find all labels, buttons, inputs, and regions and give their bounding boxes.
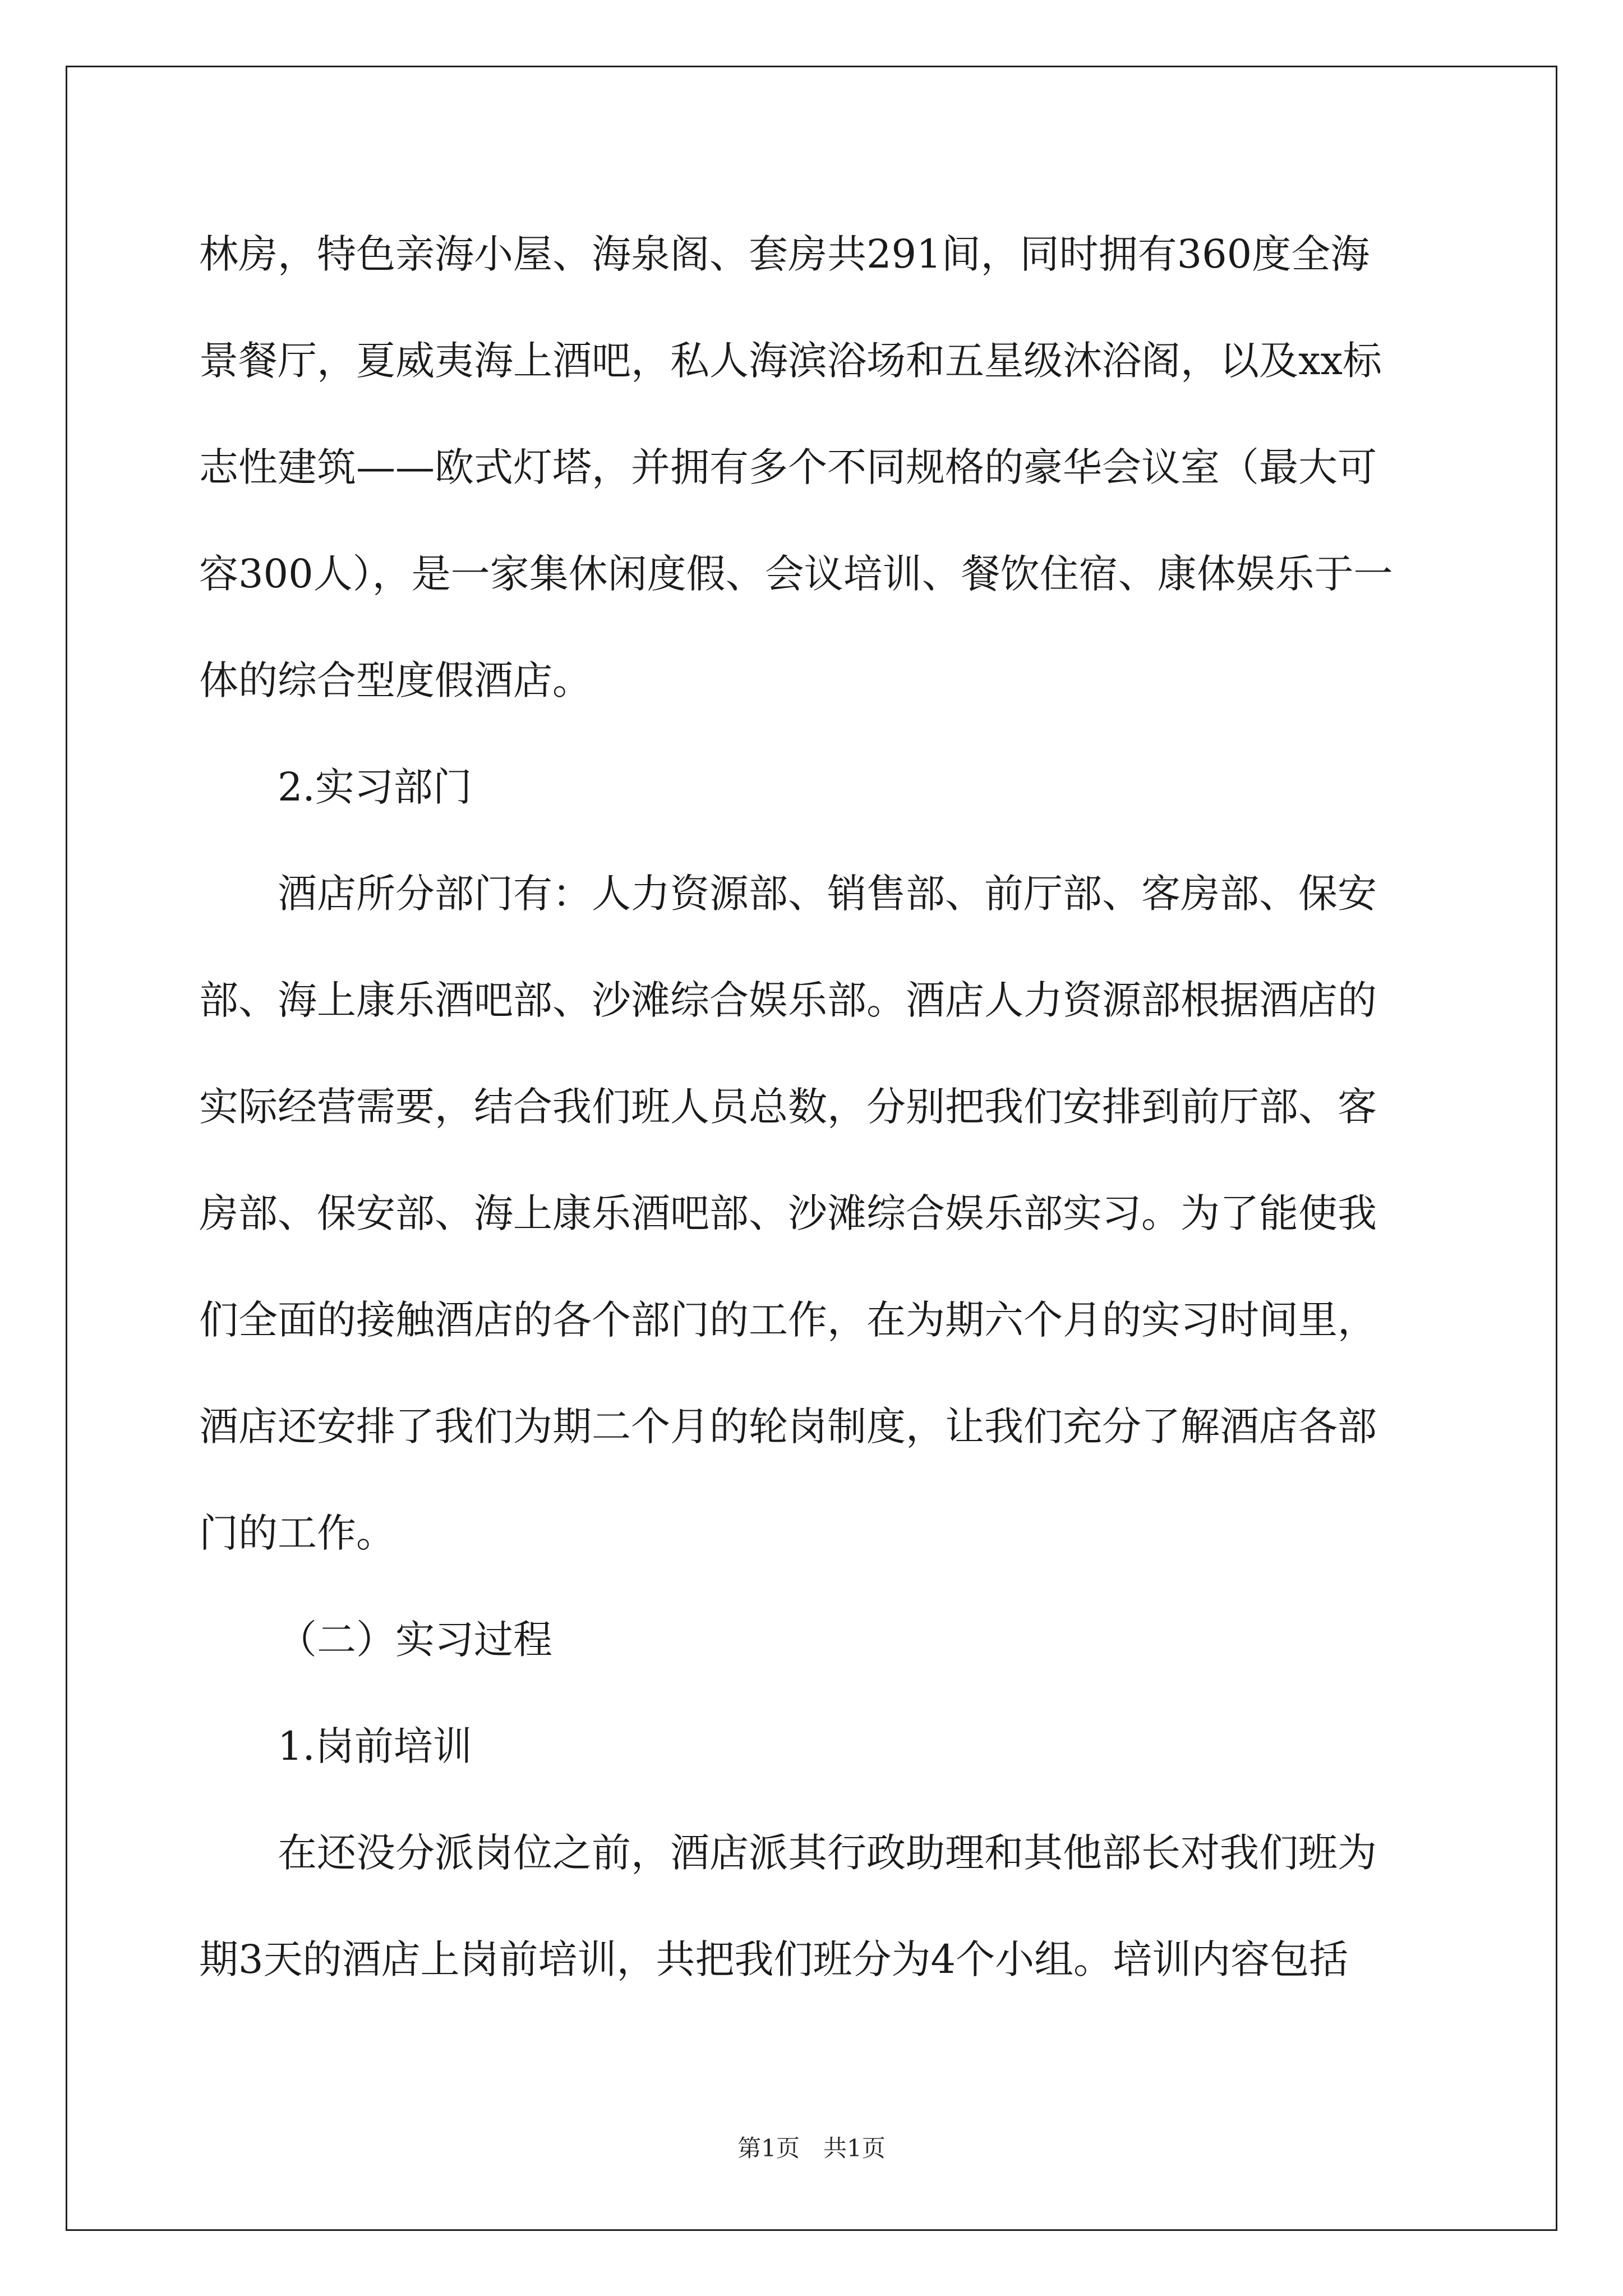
body-line: 房部、保安部、海上康乐酒吧部、沙滩综合娱乐部实习。为了能使我 [199,1190,1377,1236]
section-heading: 2.实习部门 [278,764,472,810]
section-heading: 1.岗前培训 [278,1723,472,1769]
body-line: 酒店所分部门有：人力资源部、销售部、前厅部、客房部、保安 [278,871,1377,917]
body-line: 林房，特色亲海小屋、海泉阁、套房共291间，同时拥有360度全海 [199,231,1370,277]
section-heading: （二）实习过程 [278,1617,552,1663]
body-line: 志性建筑——欧式灯塔，并拥有多个不同规格的豪华会议室（最大可 [199,444,1377,490]
body-line: 体的综合型度假酒店。 [199,657,592,703]
page-footer: 第1页 共1页 [737,2134,886,2162]
body-line: 容300人），是一家集休闲度假、会议培训、餐饮住宿、康体娱乐于一 [199,551,1393,597]
body-line: 门的工作。 [199,1510,395,1556]
body-line: 酒店还安排了我们为期二个月的轮岗制度，让我们充分了解酒店各部 [199,1404,1377,1450]
body-line: 期3天的酒店上岗前培训，共把我们班分为4个小组。培训内容包括 [199,1936,1349,1982]
body-line: 景餐厅，夏威夷海上酒吧，私人海滨浴场和五星级沐浴阁，以及xx标 [199,338,1382,384]
body-line: 实际经营需要，结合我们班人员总数，分别把我们安排到前厅部、客 [199,1084,1377,1130]
body-line: 们全面的接触酒店的各个部门的工作，在为期六个月的实习时间里， [199,1297,1377,1343]
body-line: 部、海上康乐酒吧部、沙滩综合娱乐部。酒店人力资源部根据酒店的 [199,977,1377,1023]
body-line: 在还没分派岗位之前，酒店派其行政助理和其他部长对我们班为 [278,1830,1377,1876]
